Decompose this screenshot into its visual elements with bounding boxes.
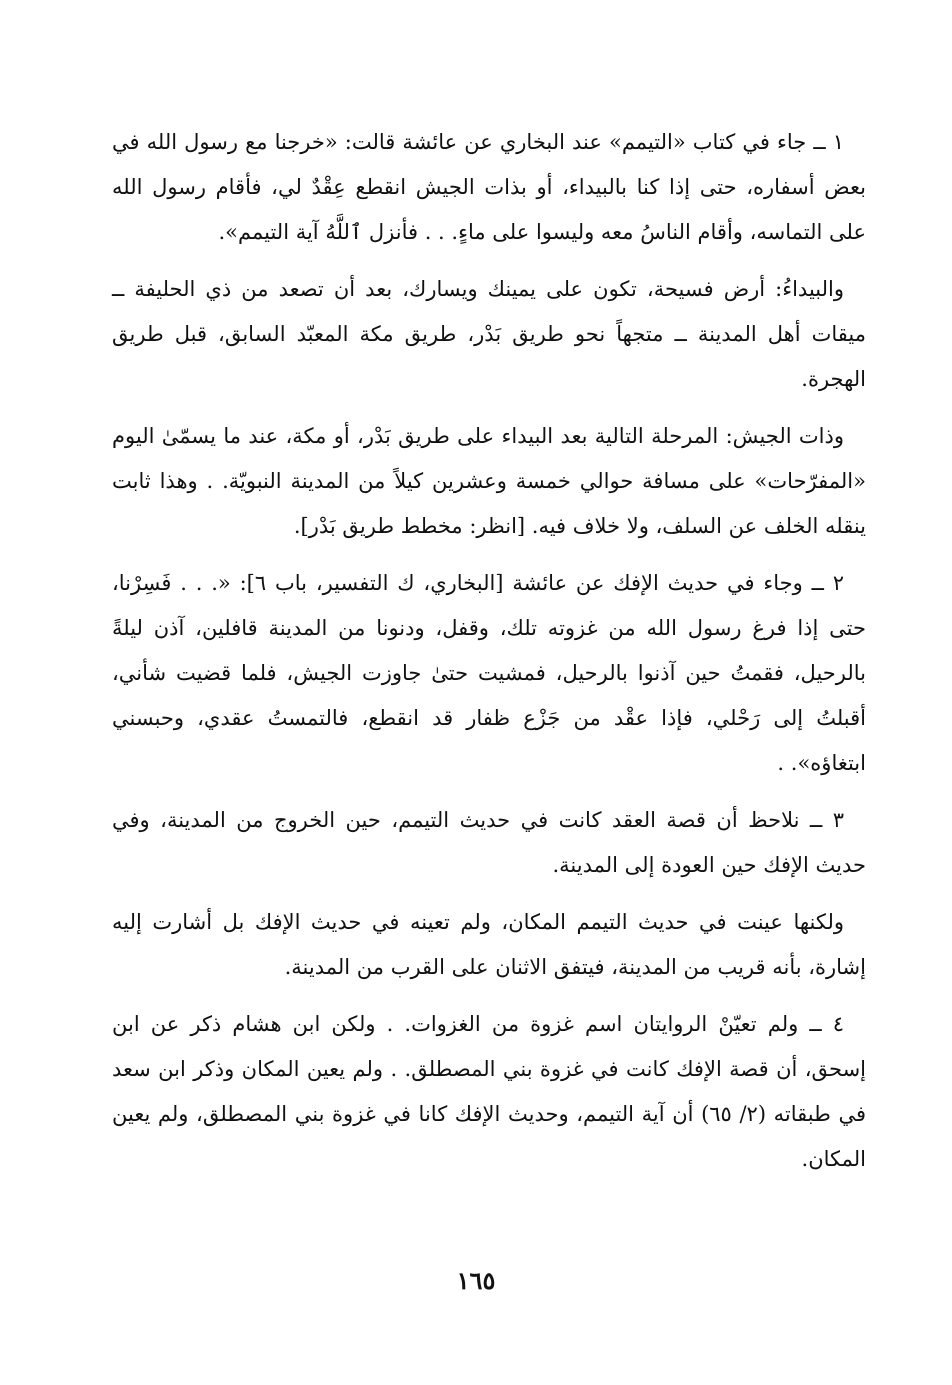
paragraph-2: والبيداءُ: أرض فسيحة، تكون على يمينك ويسارك، بعد أن تصعد من ذي الحليفة ــ ميقات أهل المدينة ــ متجهاً نحو طريق بَدْر، طريق مكة المعبّد السابق، قبل طريق الهجرة. xyxy=(112,277,866,391)
paragraph-4: ٢ ــ وجاء في حديث الإفك عن عائشة [البخاري، ك التفسير، باب ٦]: «. . . فَسِرْنا، حتى إذا فرغ رسول الله من غزوته تلك، وقفل، ودنونا من المدينة قافلين، آذن ليلةً بالرحيل، فقمتُ حين آذنوا بالرحيل، فمشيت حتىٰ جاوزت الجيش، فلما قضيت شأني، أقبلتُ إلى رَحْلي، فإذا عقْد من جَزْع ظفار قد انقطع، فالتمستُ عقدي، وحبسني ابتغاؤه». . xyxy=(112,571,866,775)
paragraph-1: ١ ــ جاء في كتاب «التيمم» عند البخاري عن عائشة قالت: «خرجنا مع رسول الله في بعض أسفاره، حتى إذا كنا بالبيداء، أو بذات الجيش انقطع عِقْدٌ لي، فأقام رسول الله على التماسه، وأقام الناسُ معه وليسوا على ماءٍ. . . فأنزل ٱللَّهُ آية التيمم». xyxy=(112,130,866,244)
paragraph-7: ٤ ــ ولم تعيّنْ الروايتان اسم غزوة من الغزوات. . ولكن ابن هشام ذكر عن ابن إسحق، أن قصة الإفك كانت في غزوة بني المصطلق. . ولم يعين المكان وذكر ابن سعد في طبقاته (٢/ ٦٥) أن آية التيمم، وحديث الإفك كانا في غزوة بني المصطلق، ولم يعين المكان. xyxy=(112,1012,866,1171)
paragraph-5: ٣ ــ نلاحظ أن قصة العقد كانت في حديث التيمم، حين الخروج من المدينة، وفي حديث الإفك حين العودة إلى المدينة. xyxy=(112,808,866,877)
paragraph-3: وذات الجيش: المرحلة التالية بعد البيداء على طريق بَدْر، أو مكة، عند ما يسمّىٰ اليوم «المفرّحات» على مسافة حوالي خمسة وعشرين كيلاً من المدينة النبويّة. . وهذا ثابت ينقله الخلف عن السلف، ولا خلاف فيه. [انظر: مخطط طريق بَدْر]. xyxy=(112,424,866,538)
page-number: ١٦٥ xyxy=(456,1266,496,1295)
paragraph-6: ولكنها عينت في حديث التيمم المكان، ولم تعينه في حديث الإفك بل أشارت إليه إشارة، بأنه قريب من المدينة، فيتفق الاثنان على القرب من المدينة. xyxy=(112,910,866,979)
body-text xyxy=(112,120,866,1194)
